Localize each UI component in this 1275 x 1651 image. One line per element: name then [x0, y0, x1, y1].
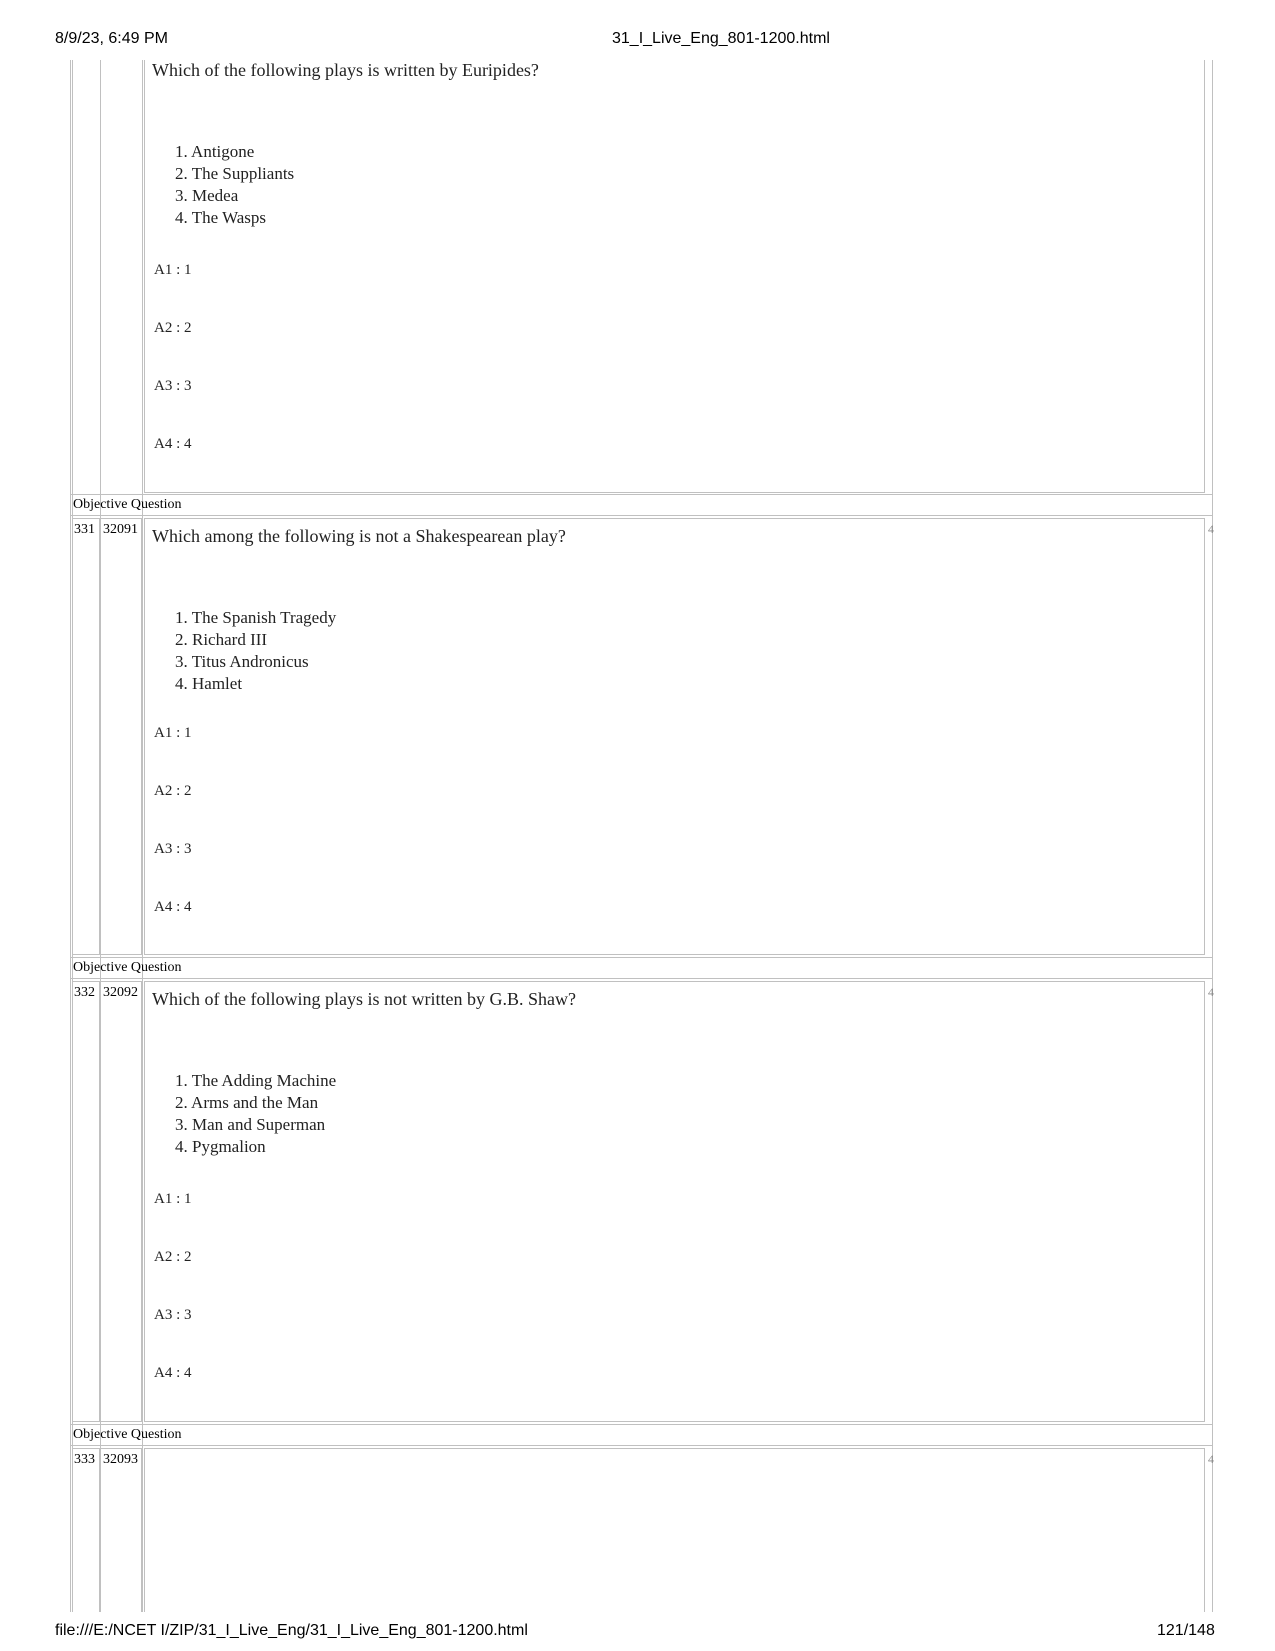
truncated-column-marker: 4 — [1208, 1452, 1214, 1466]
option-item: 4. Hamlet — [175, 674, 243, 693]
option-item: 3. Medea — [175, 186, 239, 205]
question-type-label: Objective Question — [73, 497, 182, 512]
option-item: 2. The Suppliants — [175, 164, 295, 183]
print-title: 31_I_Live_Eng_801-1200.html — [612, 30, 830, 47]
answer-option: A4 : 4 — [154, 899, 192, 915]
option-item: 1. The Spanish Tragedy — [175, 608, 337, 627]
question-number-cell — [72, 981, 100, 1422]
question-content-box — [144, 981, 1205, 1422]
question-text: Which of the following plays is not written by G.B. Shaw? — [152, 989, 576, 1009]
option-item: 1. Antigone — [175, 142, 255, 161]
option-item: 4. The Wasps — [175, 208, 267, 227]
row-divider — [70, 1445, 1213, 1446]
question-text: Which of the following plays is written by Euripides? — [152, 60, 539, 80]
question-id: 32093 — [103, 1452, 138, 1467]
option-item: 2. Richard III — [175, 630, 268, 649]
question-id: 32092 — [103, 985, 138, 1000]
answer-option: A1 : 1 — [154, 262, 192, 278]
question-id-cell — [100, 981, 142, 1422]
question-number: 332 — [74, 985, 95, 1000]
question-number: 333 — [74, 1452, 95, 1467]
table-border-left — [70, 60, 71, 1612]
row-divider — [70, 515, 1213, 516]
table-column-divider — [142, 60, 143, 1612]
answer-option: A1 : 1 — [154, 1191, 192, 1207]
truncated-column-marker: 4 — [1208, 985, 1214, 999]
answer-option: A2 : 2 — [154, 320, 192, 336]
question-number-cell — [72, 1448, 100, 1612]
option-item: 1. The Adding Machine — [175, 1071, 337, 1090]
option-item: 3. Titus Andronicus — [175, 652, 309, 671]
answer-option: A2 : 2 — [154, 783, 192, 799]
option-item: 4. Pygmalion — [175, 1137, 266, 1156]
question-text: Which among the following is not a Shakespearean play? — [152, 526, 566, 546]
print-page-number: 121/148 — [1157, 1622, 1215, 1639]
question-id-cell — [100, 1448, 142, 1612]
question-content-box — [144, 1448, 1205, 1612]
question-type-label: Objective Question — [73, 1427, 182, 1442]
print-file-path: file:///E:/NCET I/ZIP/31_I_Live_Eng/31_I_Live_Eng_801-1200.html — [55, 1622, 528, 1639]
option-item: 2. Arms and the Man — [175, 1093, 319, 1112]
answer-option: A4 : 4 — [154, 1365, 192, 1381]
row-divider — [70, 494, 1213, 495]
options-list — [175, 607, 336, 695]
question-number: 331 — [74, 522, 95, 537]
answer-option: A2 : 2 — [154, 1249, 192, 1265]
row-divider — [70, 957, 1213, 958]
answer-option: A3 : 3 — [154, 1307, 192, 1323]
answer-option: A4 : 4 — [154, 436, 192, 452]
question-number-cell — [72, 518, 100, 955]
question-type-label: Objective Question — [73, 960, 182, 975]
row-divider — [70, 1424, 1213, 1425]
print-datetime: 8/9/23, 6:49 PM — [55, 30, 168, 47]
answer-option: A3 : 3 — [154, 841, 192, 857]
row-divider — [70, 978, 1213, 979]
option-item: 3. Man and Superman — [175, 1115, 326, 1134]
options-list — [175, 141, 294, 229]
answer-option: A1 : 1 — [154, 725, 192, 741]
options-list — [175, 1070, 336, 1158]
question-id: 32091 — [103, 522, 138, 537]
truncated-column-marker: 4 — [1208, 522, 1214, 536]
table-border-right — [1212, 60, 1213, 1612]
answer-option: A3 : 3 — [154, 378, 192, 394]
question-content-box — [144, 60, 1205, 493]
question-id-cell — [100, 518, 142, 955]
question-content-box — [144, 518, 1205, 955]
